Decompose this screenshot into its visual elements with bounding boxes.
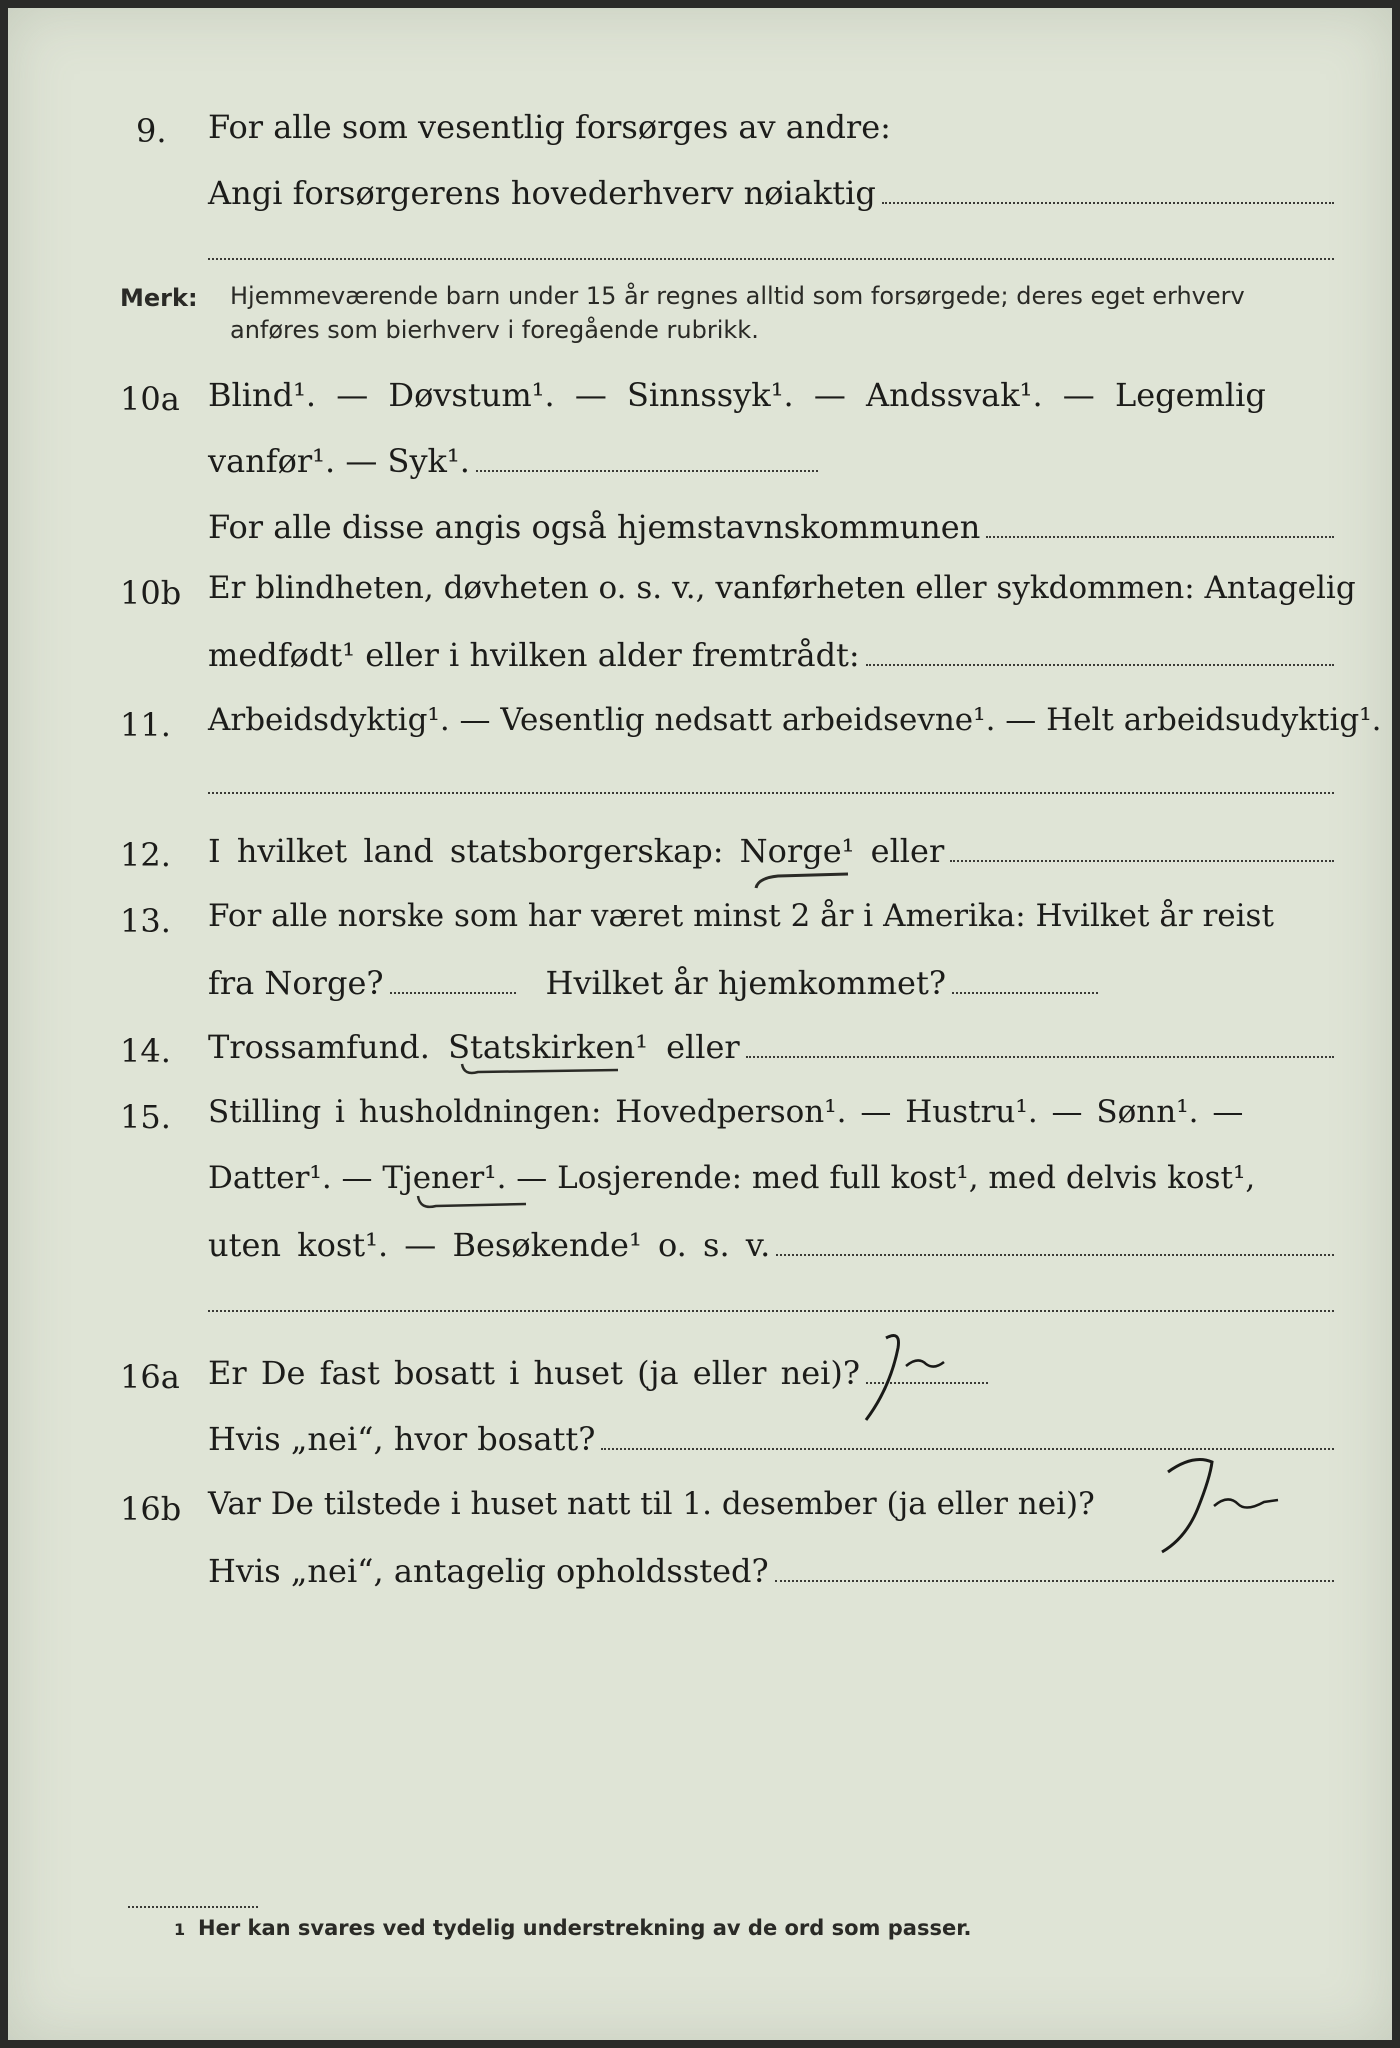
q15-tjener-underline (414, 1188, 534, 1218)
q11-number: 11. (120, 706, 171, 744)
q9-text2: Angi forsørgerens hovederhverv nøiaktig (208, 174, 876, 212)
q15-text1: Stilling i husholdningen: Hovedperson¹. — Hustru¹. — Sønn¹. — (208, 1094, 1244, 1130)
q13-left-answer-line[interactable] (390, 991, 516, 994)
q9-number: 9. (136, 112, 167, 150)
q10a-line3 (208, 508, 1334, 546)
q9-line1 (208, 108, 891, 146)
q16b-number: 16b (120, 1490, 182, 1528)
q10a-number: 10a (120, 380, 180, 418)
q15-number: 15. (120, 1098, 171, 1136)
q10a-line1 (208, 376, 1266, 414)
q11-answer-line[interactable] (208, 792, 1334, 794)
q10b-line1 (208, 570, 1356, 606)
q9-answer-line[interactable] (882, 201, 1334, 204)
q16a-number: 16a (120, 1358, 180, 1396)
q10a-answer-line[interactable] (476, 469, 818, 472)
footnote-rule (128, 1906, 258, 1908)
q9-text1: For alle som vesentlig forsørges av andre: (208, 108, 891, 146)
q16b-line1 (208, 1486, 1095, 1522)
q10a-text2: vanfør¹. — Syk¹. (208, 442, 470, 480)
q16a-text1: Er De fast bosatt i huset (ja eller nei)? (208, 1354, 861, 1392)
q12-answer-line[interactable] (950, 859, 1334, 862)
q15-line1 (208, 1094, 1243, 1130)
footnote-mark: 1 (174, 1920, 186, 1939)
q12-line1 (208, 832, 1334, 870)
q15-line3 (208, 1226, 1334, 1264)
q10a-hometown-line[interactable] (986, 535, 1334, 538)
q13-number: 13. (120, 902, 171, 940)
q16b-line2 (208, 1552, 1334, 1590)
merk-line2: anføres som bierhverv i foregående rubrikk. (230, 316, 759, 344)
q12-number: 12. (120, 836, 171, 874)
merk-note (230, 279, 1245, 347)
q9-extra-line[interactable] (208, 258, 1334, 260)
q10b-number: 10b (120, 574, 182, 612)
q10a-text3: For alle disse angis også hjemstavnskommunen (208, 508, 981, 546)
q13-line2 (208, 964, 1098, 1002)
q13-line1 (208, 898, 1274, 934)
q16b-whereabouts-line[interactable] (775, 1579, 1334, 1582)
q16b-handwritten-answer (1138, 1448, 1288, 1562)
q16a-text2: Hvis „nei“, hvor bosatt? (208, 1420, 596, 1458)
q14-statskirken-underline (458, 1058, 628, 1082)
q13-returned-answer-line[interactable] (952, 991, 1098, 994)
q14-text1: Trossamfund. Statskirken¹ eller (208, 1028, 740, 1066)
q10a-line2 (208, 442, 818, 480)
q16b-text1: Var De tilstede i huset natt til 1. desember (ja eller nei)? (208, 1486, 1095, 1522)
footnote-text: Her kan svares ved tydelig understrekning av de ord som passer. (198, 1916, 972, 1940)
q14-number: 14. (120, 1032, 171, 1070)
q16b-text2: Hvis „nei“, antagelig opholdssted? (208, 1552, 769, 1590)
q10b-line2 (208, 636, 1334, 674)
q15-extra-line[interactable] (208, 1310, 1334, 1312)
q16a-ja-signature (826, 1328, 956, 1428)
q11-line1 (208, 702, 1382, 738)
q11-text1: Arbeidsdyktig¹. — Vesentlig nedsatt arbeidsevne¹. — Helt arbeidsudyktig¹. (208, 702, 1382, 738)
q15-line2 (208, 1160, 1255, 1196)
q10b-answer-line[interactable] (866, 663, 1334, 666)
q13-text2b: Hvilket år hjemkommet? (545, 964, 946, 1002)
census-form-page (8, 8, 1392, 2040)
q10b-text2: medfødt¹ eller i hvilken alder fremtrådt: (208, 636, 860, 674)
q16b-ja-signature (1138, 1448, 1288, 1558)
q12-text1: I hvilket land statsborgerskap: Norge¹ eller (208, 832, 945, 870)
q9-line2 (208, 174, 1334, 212)
q15-answer-line[interactable] (776, 1253, 1334, 1256)
q13-text1: For alle norske som har været minst 2 år i Amerika: Hvilket år reist (208, 898, 1274, 934)
q10b-text1: Er blindheten, døvheten o. s. v., vanførheten eller sykdommen: Antagelig (208, 570, 1356, 606)
merk-line1: Hjemmeværende barn under 15 år regnes alltid som forsørgede; deres eget erhverv (230, 282, 1245, 310)
q12-norge-mark (748, 870, 858, 894)
q10a-text1: Blind¹. — Døvstum¹. — Sinnssyk¹. — Andssvak¹. — Legemlig (208, 376, 1266, 414)
q14-answer-line[interactable] (746, 1055, 1334, 1058)
q14-line1 (208, 1028, 1334, 1066)
q15-text3: uten kost¹. — Besøkende¹ o. s. v. (208, 1226, 771, 1264)
q13-text2a: fra Norge? (208, 964, 384, 1002)
merk-label: Merk: (120, 284, 198, 312)
q15-text2: Datter¹. — Tjener¹. — Losjerende: med full kost¹, med delvis kost¹, (208, 1160, 1256, 1196)
